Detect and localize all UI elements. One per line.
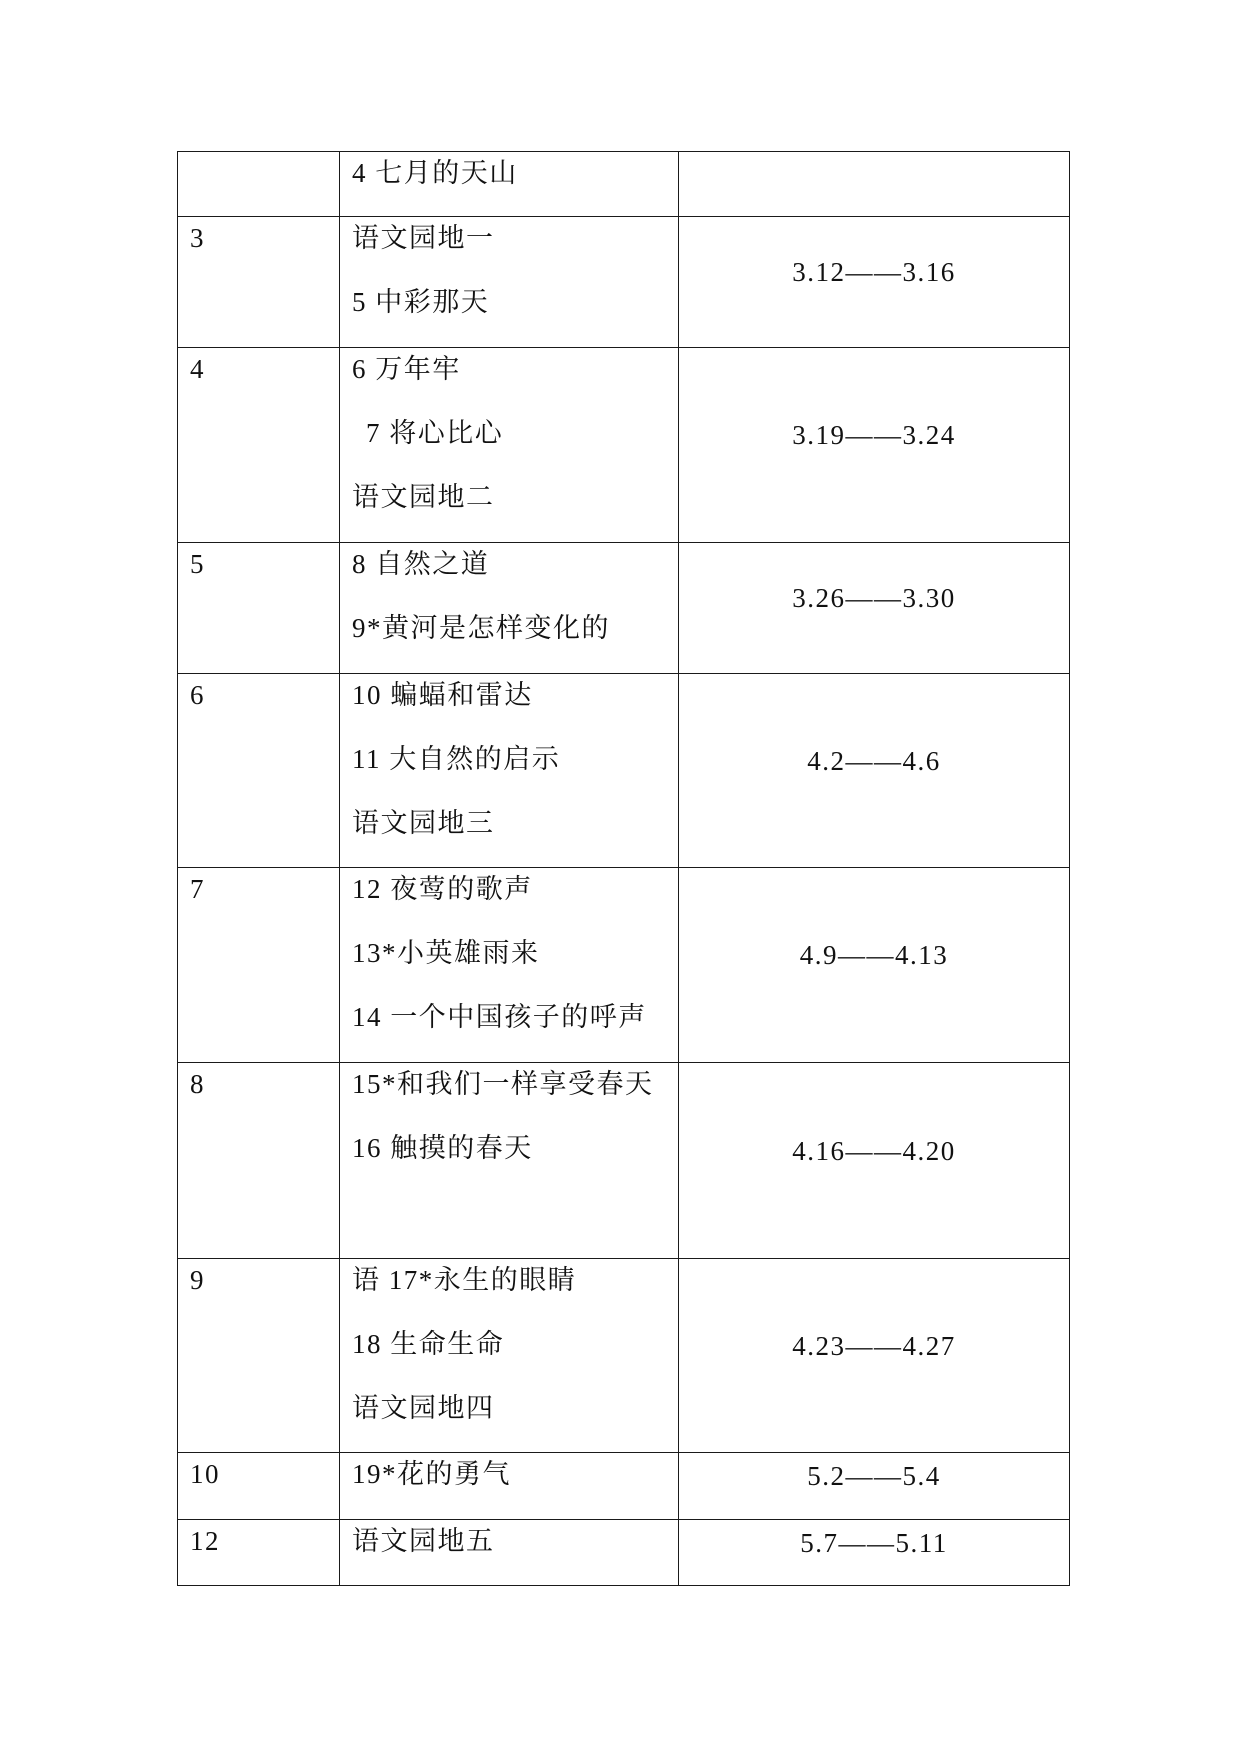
lesson-line: 语文园地四 xyxy=(352,1393,495,1423)
date-cell xyxy=(679,1520,1070,1586)
table-row xyxy=(178,348,1070,543)
lesson-line: 19*花的勇气 xyxy=(352,1459,511,1489)
week-cell xyxy=(178,348,340,543)
lessons-cell xyxy=(340,1259,679,1453)
date-cell xyxy=(679,152,1070,217)
date-range: 4.16——4.20 xyxy=(792,1135,956,1166)
lessons-cell xyxy=(340,152,679,217)
lesson-line: 10 蝙蝠和雷达 xyxy=(352,680,533,710)
table-row xyxy=(178,1520,1070,1586)
lesson-line: 8 自然之道 xyxy=(352,549,490,579)
lesson-line: 语文园地五 xyxy=(352,1526,495,1556)
lessons-cell xyxy=(340,217,679,348)
week-number: 10 xyxy=(190,1459,220,1489)
week-number: 5 xyxy=(190,549,205,579)
week-number: 3 xyxy=(190,223,205,253)
week-cell xyxy=(178,217,340,348)
date-range: 5.2——5.4 xyxy=(807,1461,941,1491)
lesson-line: 4 七月的天山 xyxy=(352,158,518,188)
lessons-cell xyxy=(340,543,679,674)
lesson-line: 11 大自然的启示 xyxy=(352,744,561,774)
lessons-cell xyxy=(340,1520,679,1586)
week-number: 7 xyxy=(190,874,205,904)
table-row xyxy=(178,543,1070,674)
lessons-cell xyxy=(340,868,679,1063)
week-number: 6 xyxy=(190,680,205,710)
lesson-line: 16 触摸的春天 xyxy=(352,1133,533,1163)
week-number: 12 xyxy=(190,1526,220,1556)
date-cell xyxy=(679,674,1070,868)
schedule-table xyxy=(177,151,1070,1586)
table-row xyxy=(178,674,1070,868)
week-cell xyxy=(178,543,340,674)
lesson-line: 语 17*永生的眼睛 xyxy=(352,1265,577,1295)
lessons-cell xyxy=(340,1063,679,1259)
lesson-line: 9*黄河是怎样变化的 xyxy=(352,613,610,643)
date-cell xyxy=(679,1063,1070,1259)
date-cell xyxy=(679,868,1070,1063)
lessons-cell xyxy=(340,674,679,868)
table-row xyxy=(178,217,1070,348)
date-range: 3.26——3.30 xyxy=(792,583,956,613)
lesson-line: 15*和我们一样享受春天 xyxy=(352,1069,654,1099)
week-cell xyxy=(178,152,340,217)
lesson-line: 7 将心比心 xyxy=(366,418,504,448)
week-cell xyxy=(178,1520,340,1586)
lesson-line: 语文园地二 xyxy=(352,482,495,512)
table-row xyxy=(178,152,1070,217)
lessons-cell xyxy=(340,348,679,543)
table-row xyxy=(178,1259,1070,1453)
date-cell xyxy=(679,543,1070,674)
date-range: 3.12——3.16 xyxy=(792,257,956,287)
lesson-line: 5 中彩那天 xyxy=(352,287,490,317)
table-row xyxy=(178,868,1070,1063)
date-range: 4.23——4.27 xyxy=(792,1330,956,1361)
table-row xyxy=(178,1453,1070,1520)
week-cell xyxy=(178,868,340,1063)
date-cell xyxy=(679,1453,1070,1520)
week-cell xyxy=(178,1453,340,1520)
table-row xyxy=(178,1063,1070,1259)
date-cell xyxy=(679,217,1070,348)
week-cell xyxy=(178,674,340,868)
date-range: 4.9——4.13 xyxy=(799,940,949,970)
week-number: 4 xyxy=(190,354,205,384)
lesson-line: 14 一个中国孩子的呼声 xyxy=(352,1002,647,1032)
lesson-line: 13*小英雄雨来 xyxy=(352,938,540,968)
week-number: 9 xyxy=(190,1265,205,1295)
date-range: 5.7——5.11 xyxy=(800,1527,948,1558)
date-range: 4.2——4.6 xyxy=(807,745,941,776)
date-range: 3.19——3.24 xyxy=(792,420,956,450)
lesson-line: 语文园地三 xyxy=(352,808,495,838)
date-cell xyxy=(679,1259,1070,1453)
lesson-line: 12 夜莺的歌声 xyxy=(352,874,533,904)
week-number: 8 xyxy=(190,1069,205,1099)
lesson-line: 6 万年牢 xyxy=(352,354,461,384)
lessons-cell xyxy=(340,1453,679,1520)
date-cell xyxy=(679,348,1070,543)
week-cell xyxy=(178,1063,340,1259)
week-cell xyxy=(178,1259,340,1453)
lesson-line: 18 生命生命 xyxy=(352,1329,505,1359)
lesson-line: 语文园地一 xyxy=(352,223,495,253)
